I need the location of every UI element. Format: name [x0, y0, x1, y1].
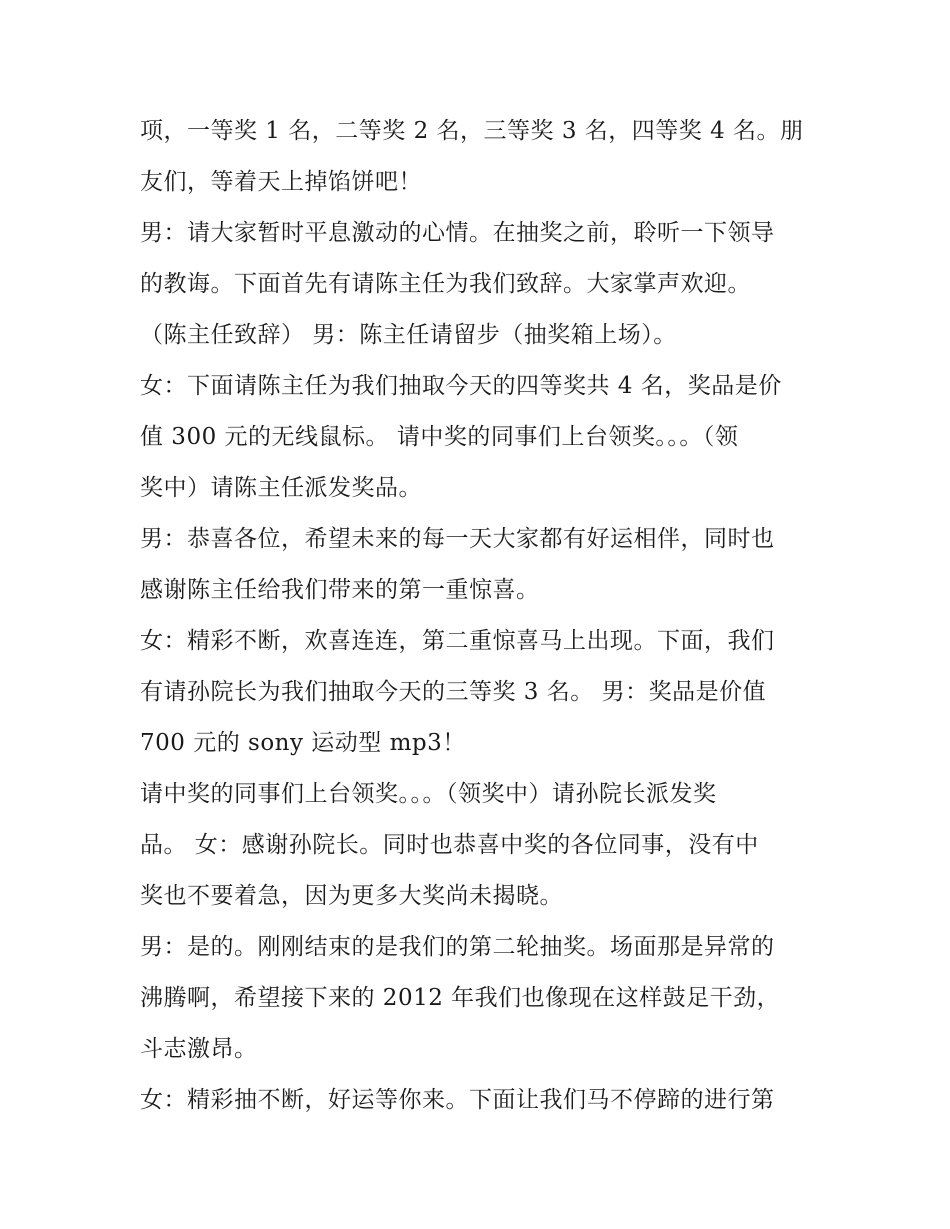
text-line-18: 沸腾啊，希望接下来的 2012 年我们也像现在这样鼓足干劲，: [140, 985, 781, 1011]
text-line-12: 有请孙院长为我们抽取今天的三等奖 3 名。 男：奖品是价值: [140, 679, 767, 705]
text-line-19: 斗志激昂。: [140, 1036, 258, 1062]
document-body: [140, 106, 820, 1126]
text-line-13: 700 元的 sony 运动型 mp3！: [140, 730, 466, 756]
text-line-8: 奖中）请陈主任派发奖品。: [140, 475, 422, 501]
text-line-17: 男：是的。刚刚结束的是我们的第二轮抽奖。场面那是异常的: [140, 934, 775, 960]
text-line-5: （陈主任致辞） 男：陈主任请留步（抽奖箱上场）。: [140, 322, 677, 348]
text-line-20: 女：精彩抽不断，好运等你来。下面让我们马不停蹄的进行第: [140, 1087, 775, 1113]
text-line-2: 友们，等着天上掉馅饼吧！: [140, 169, 422, 195]
text-line-15: 品。 女：感谢孙院长。同时也恭喜中奖的各位同事，没有中: [140, 832, 759, 858]
text-line-14: 请中奖的同事们上台领奖。。。（领奖中）请孙院长派发奖: [140, 781, 717, 807]
text-line-1: 项，一等奖 1 名，二等奖 2 名，三等奖 3 名，四等奖 4 名。朋: [140, 118, 804, 144]
text-line-3: 男：请大家暂时平息激动的心情。在抽奖之前，聆听一下领导: [140, 220, 775, 246]
text-line-9: 男：恭喜各位，希望未来的每一天大家都有好运相伴，同时也: [140, 526, 775, 552]
text-line-4: 的教诲。下面首先有请陈主任为我们致辞。大家掌声欢迎。: [140, 271, 751, 297]
text-line-10: 感谢陈主任给我们带来的第一重惊喜。: [140, 577, 540, 603]
text-line-6: 女：下面请陈主任为我们抽取今天的四等奖共 4 名，奖品是价: [140, 373, 782, 399]
text-line-11: 女：精彩不断，欢喜连连，第二重惊喜马上出现。下面，我们: [140, 628, 775, 654]
text-line-7: 值 300 元的无线鼠标。 请中奖的同事们上台领奖。。。（领: [140, 424, 739, 450]
text-line-16: 奖也不要着急，因为更多大奖尚未揭晓。: [140, 883, 563, 909]
